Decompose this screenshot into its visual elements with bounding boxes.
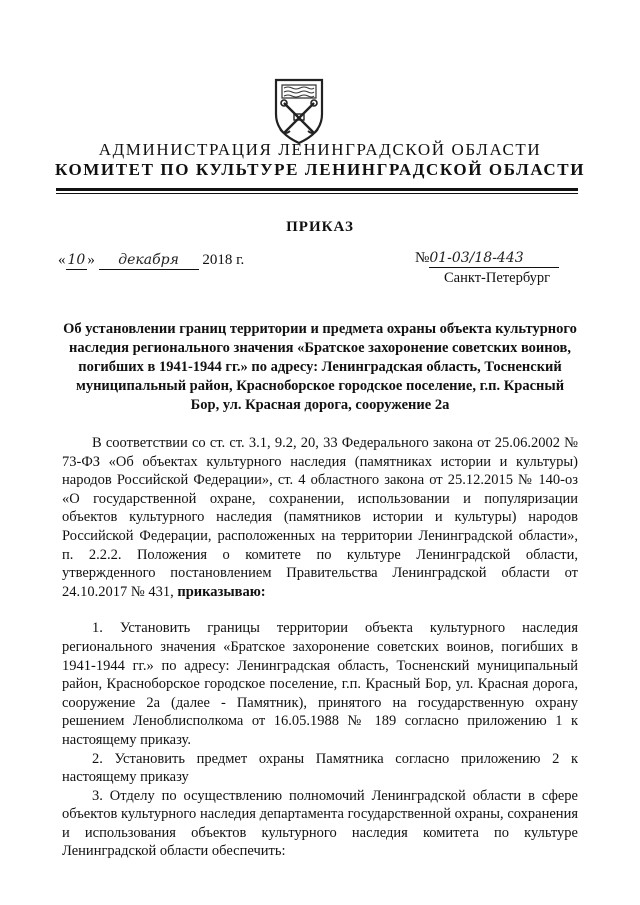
- organization-name: АДМИНИСТРАЦИЯ ЛЕНИНГРАДСКОЙ ОБЛАСТИ: [98, 140, 542, 159]
- paragraph-gap: [62, 601, 578, 619]
- order-item-2: 2. Установить предмет охраны Памятника согласно приложению 2 к настоящему приказу: [62, 750, 578, 786]
- date-month-handwritten: декабря: [118, 252, 179, 268]
- document-date: [58, 252, 244, 270]
- document-number: [415, 250, 559, 268]
- document-type-title: ПРИКАЗ: [286, 219, 354, 235]
- header-divider-thin: [56, 193, 578, 194]
- preamble-paragraph: [62, 434, 578, 601]
- committee-name: КОМИТЕТ ПО КУЛЬТУРЕ ЛЕНИНГРАДСКОЙ ОБЛАСТИ: [54, 160, 586, 179]
- date-open-quote: «: [58, 252, 66, 268]
- date-day-handwritten: 10: [67, 252, 86, 268]
- header-divider-thick: [56, 188, 578, 191]
- leningrad-oblast-coat-of-arms-icon: [270, 76, 328, 146]
- date-year: 2018 г.: [202, 252, 245, 268]
- order-subject: Об установлении границ территории и предмета охраны объекта культурного наследия регионального значения «Братское захоронение советских воинов, погибших в 1941-1944 гг.» по адресу: Ленинградская область, Тосненский муниципальный район, Красноборское городское поселение, г.п. Красный Бор, ул. Красная дорога, сооружение 2а: [63, 321, 577, 413]
- date-close-quote: »: [87, 252, 95, 268]
- preamble-text: В соответствии со ст. ст. 3.1, 9.2, 20, 33 Федерального закона от 25.06.2002 № 73-ФЗ «Об объектах культурного наследия (памятниках истории и культуры) народов Российской Федерации», ст. 4 областного закона от 25.12.2015 № 140-оз «О государственной охране, сохранении, использовании и популяризации объектов культурного наследия (памятников истории и культуры) народов Российской Федерации, расположенных на территории Ленинградской области», п. 2.2.2. Положения о комитете по культуре Ленинградской области, утвержденного постановлением Правительства Ленинградской области от 24.10.2017 № 431,: [62, 435, 578, 600]
- order-body: [62, 434, 578, 861]
- order-item-1: 1. Установить границы территории объекта культурного наследия регионального значения «Братское захоронение советских воинов, погибших в 1941-1944 гг.» по адресу: Ленинградская область, Тосненский муниципальный район, Красноборское городское поселение, г.п. Красный Бор, ул. Красная дорога, сооружение 2а (далее - Памятник), принятого на государственную охрану решением Леноблисполкома от 16.05.1988 № 189 согласно приложению 1 к настоящему приказу.: [62, 620, 578, 748]
- number-handwritten: 01-03/18-443: [429, 250, 524, 266]
- document-city: Санкт-Петербург: [444, 270, 551, 286]
- order-item-3: 3. Отделу по осуществлению полномочий Ленинградской области в сфере объектов культурного наследия департамента государственной охраны, сохранения и использования объектов культурного наследия комитета по культуре Ленинградской области обеспечить:: [62, 787, 578, 860]
- order-word: приказываю:: [177, 583, 266, 600]
- number-prefix: №: [415, 250, 430, 266]
